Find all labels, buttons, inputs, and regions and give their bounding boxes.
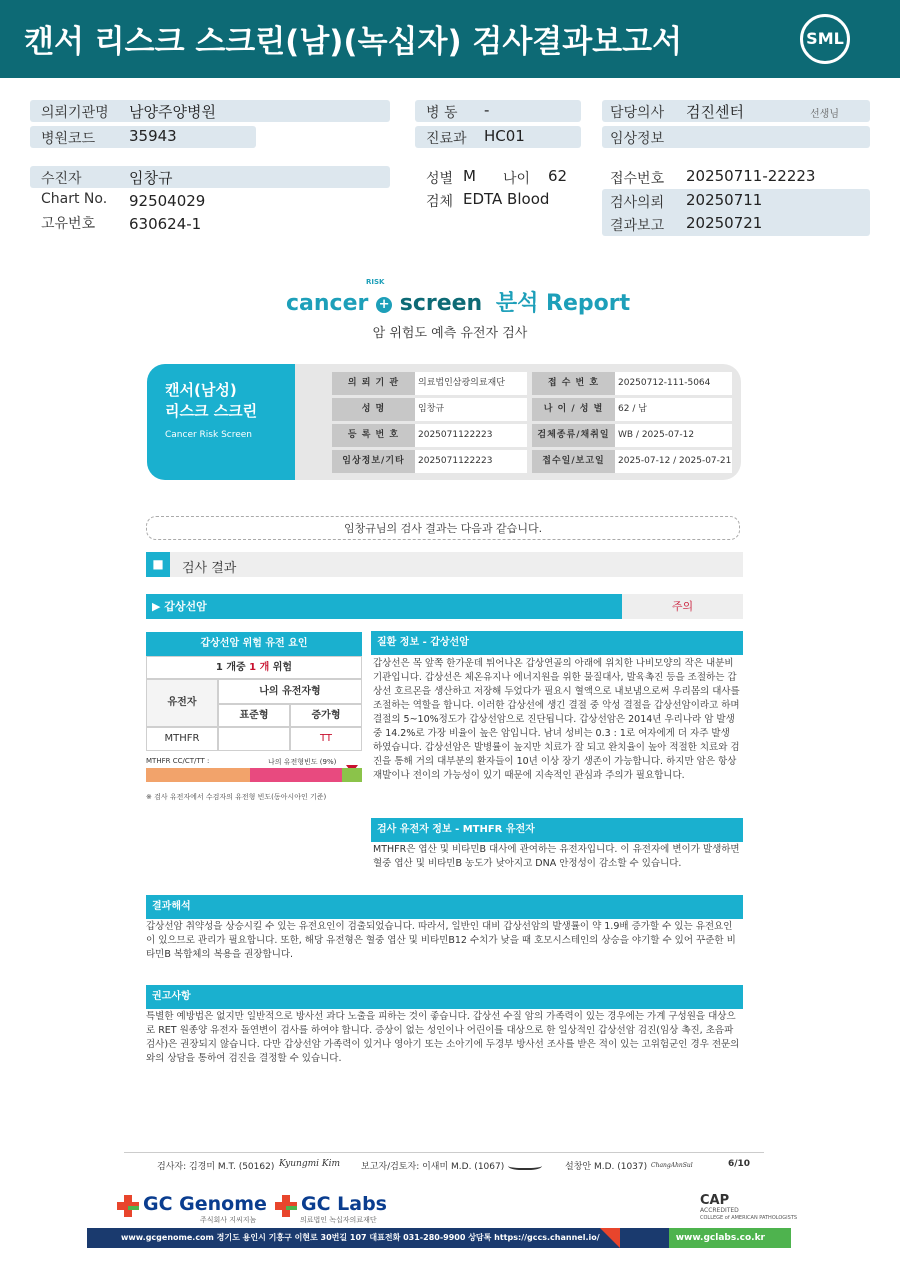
- ward-value: -: [484, 101, 490, 119]
- col-my-genotype: 나의 유전자형: [218, 679, 362, 704]
- gene-count-row: [146, 656, 362, 679]
- req-label: 검사의뢰: [610, 195, 665, 211]
- disease-info-title: 질환 정보 - 갑상선암: [371, 631, 743, 655]
- patient-value: 임창규: [129, 169, 173, 187]
- age-label: 나이: [503, 171, 531, 187]
- director-signature: ChangAhnSul: [651, 1162, 693, 1169]
- report-title: 캔서 리스크 스크린(남)(녹십자) 검사결과보고서: [24, 24, 683, 60]
- result-icon: ■: [146, 552, 170, 577]
- card-label-6: 임상정보/기타: [332, 450, 415, 473]
- tester-signature: Kyungmi Kim: [279, 1159, 340, 1169]
- specimen-value: EDTA Blood: [463, 190, 550, 208]
- doctor-suffix: 선생님: [810, 109, 839, 120]
- footer-red-accent: [600, 1228, 620, 1248]
- col-increased: 증가형: [290, 704, 362, 727]
- footer-address-bar: www.gcgenome.com 경기도 용인시 기흥구 이현로 30번길 107 대표전화 031-280-9900 상담톡 https://gccs.channel.io/: [87, 1228, 703, 1248]
- section-title: 검사 결과: [182, 561, 237, 576]
- card-value-0: 의료법인삼광의료재단: [415, 372, 527, 395]
- inst-value: 남양주양병원: [129, 103, 216, 121]
- risk-card-title-panel: [147, 364, 295, 480]
- dept-value: HC01: [484, 127, 525, 145]
- report-value: 20250721: [686, 214, 763, 232]
- chart-value: 92504029: [129, 192, 206, 210]
- card-title-en: Cancer Risk Screen: [165, 430, 253, 440]
- page-number: 6/10: [728, 1159, 751, 1169]
- interpretation-title: 결과해석: [146, 895, 743, 919]
- card-title-line2: 리스크 스크린: [165, 402, 258, 420]
- gc-labs-name: GC Labs: [301, 1193, 387, 1215]
- recv-value: 20250711-22223: [686, 167, 816, 185]
- card-title-line1: 캔서(남성): [165, 381, 237, 399]
- cap-college: COLLEGE of AMERICAN PATHOLOGISTS: [700, 1215, 798, 1221]
- recv-label: 접수번호: [610, 171, 665, 187]
- logo-word-risk: RISK: [366, 278, 385, 286]
- gc-labs-cross-icon: [275, 1195, 297, 1217]
- reporter-signature: [508, 1160, 542, 1170]
- col-gene: 유전자: [146, 679, 218, 727]
- logo-subtitle: 암 위험도 예측 유전자 검사: [372, 326, 528, 341]
- card-value-1: 20250712-111-5064: [615, 372, 732, 395]
- footer-site: www.gclabs.co.kr: [669, 1228, 791, 1248]
- age-value: 62: [548, 167, 568, 185]
- dept-label: 진료과: [426, 131, 467, 147]
- card-label-2: 성 명: [332, 398, 415, 421]
- freq-bar-tt: [342, 768, 362, 782]
- cap-accredited: ACCREDITED: [700, 1207, 739, 1214]
- freq-bar-left-label: MTHFR CC/CT/TT :: [146, 757, 210, 765]
- sex-label: 성별: [426, 171, 454, 187]
- cancer-risk-screen-logo: [286, 278, 631, 317]
- code-label: 병원코드: [41, 131, 96, 147]
- gene-info-title: 검사 유전자 정보 - MTHFR 유전자: [371, 818, 743, 842]
- clinical-label: 임상정보: [610, 131, 665, 147]
- ward-label: 병 동: [426, 105, 458, 121]
- doctor-label: 담당의사: [610, 105, 665, 121]
- gene-info-text: MTHFR은 엽산 및 비타민B 대사에 관여하는 유전자입니다. 이 유전자에 변이가 발생하면 혈중 엽산 및 비타민B 농도가 낮아지고 DNA 안정성이 감소할 수 있습니다.: [373, 844, 740, 869]
- gene-inc-value: TT: [290, 727, 362, 751]
- gene-name: MTHFR: [146, 727, 218, 751]
- col-standard: 표준형: [218, 704, 290, 727]
- card-label-3: 나 이 / 성 별: [532, 398, 615, 421]
- gc-genome-sub: 주식회사 지씨지놈: [200, 1216, 257, 1224]
- id-label: 고유번호: [41, 216, 96, 232]
- report-label: 결과보고: [610, 218, 665, 234]
- freq-bar-right-label: 나의 유전형빈도 (9%): [268, 758, 337, 766]
- interpretation-text: 갑상선암 취약성을 상승시킬 수 있는 유전요인이 검출되었습니다. 따라서, 일반인 대비 갑상선암의 발생률이 약 1.9배 증가할 수 있는 유전요인이 있으므로 관리가 필요합니다. 또한, 해당 유전형은 혈중 엽산 및 비타민B12 수치가 낮을 때 호모시스테인의 상승을 야기할 수 있어 꾸준한 비타민B 복합체의 복용을 권장합니다.: [146, 921, 736, 960]
- chart-label: Chart No.: [41, 191, 108, 207]
- gc-labs-sub: 의료법인 녹십자의료재단: [300, 1216, 377, 1224]
- doctor-value: 검진센터: [686, 103, 744, 121]
- freq-bar-cc: [146, 768, 250, 782]
- logo-word-cancer: cancer: [286, 291, 369, 316]
- tester: 검사자: 김경미 M.T. (50162): [157, 1162, 275, 1172]
- gene-std-value: [218, 727, 290, 751]
- gene-count-post: 위험: [272, 662, 293, 673]
- gene-count-num: 1 개: [249, 662, 270, 673]
- card-value-5: WB / 2025-07-12: [615, 424, 732, 447]
- gene-note: ※ 검사 유전자에서 수검자의 유전형 빈도(동아시아인 기준): [146, 793, 327, 801]
- patient-label: 수진자: [41, 171, 82, 187]
- card-label-4: 등 록 번 호: [332, 424, 415, 447]
- card-label-5: 검체종류/채취일: [532, 424, 615, 447]
- specimen-label: 검체: [426, 194, 454, 210]
- id-value: 630624-1: [129, 215, 202, 233]
- card-value-4: 2025071122223: [415, 424, 527, 447]
- req-value: 20250711: [686, 191, 763, 209]
- logo-word-report: 분석 Report: [495, 291, 631, 316]
- recommendation-title: 권고사항: [146, 985, 743, 1009]
- reporter: 보고자/검토자: 이새미 M.D. (1067): [361, 1162, 505, 1172]
- intro-box: 임창규님의 검사 결과는 다음과 같습니다.: [146, 516, 740, 540]
- disease-info-text: 갑상선은 목 앞쪽 한가운데 튀어나온 갑상연골의 아래에 위치한 나비모양의 작은 내분비기관입니다. 갑상선은 체온유지나 에너지원을 위한 물질대사, 발육촉진 등을 조절하는 갑상선 호르몬을 생산하고 저장해 두었다가 필요시 혈액으로 내보냄으로써 우리몸의 대사를 조절하는 역할을 합니다. 이러한 갑상선에 생긴 결절 중 악성 결절을 갑상선암이라고 하며 결절의 5~10%정도가 갑상선암으로 진단됩니다. 갑상선암은 2014년 우리나라 암 발생중 14.2%로 가장 비율이 높은 암입니다. 남녀 성비는 0.3 : 1로 여자에게 더 자주 발생 하였습니다. 갑상선암은 발병률이 높지만 치료가 잘 되고 완치율이 높아 적절한 치료와 검진을 통해 거의 대부분의 환자들이 10년 이상 장기 생존이 가능합니다. 하지만 암은 항상 재발이나 전이의 가능성이 있기 때문에 지속적인 관심과 주의가 필요합니다.: [373, 658, 740, 781]
- gene-table-title: 갑상선암 위험 유전 요인: [146, 632, 362, 656]
- logo-word-screen: screen: [399, 291, 483, 316]
- card-value-2: 임창규: [415, 398, 527, 421]
- inst-label: 의뢰기관명: [41, 105, 109, 121]
- category-status: 주의: [622, 594, 743, 619]
- freq-bar-ct: [250, 768, 342, 782]
- gc-genome-name: GC Genome: [143, 1193, 267, 1215]
- card-value-7: 2025-07-12 / 2025-07-21: [615, 450, 732, 473]
- gc-genome-cross-icon: [117, 1195, 139, 1217]
- signature-divider: [124, 1152, 764, 1153]
- card-label-1: 접 수 번 호: [532, 372, 615, 395]
- sml-logo: SML: [800, 14, 850, 64]
- card-label-0: 의 뢰 기 관: [332, 372, 415, 395]
- sex-value: M: [463, 167, 476, 185]
- card-value-6: 2025071122223: [415, 450, 527, 473]
- logo-plus-icon: +: [376, 297, 392, 313]
- gene-count-pre: 1 개중: [215, 662, 246, 673]
- patient-row: [30, 166, 390, 188]
- cap-logo: CAP: [700, 1193, 730, 1208]
- category-bar: ▶ 갑상선암: [146, 594, 622, 619]
- card-value-3: 62 / 남: [615, 398, 732, 421]
- director: 설창안 M.D. (1037): [565, 1162, 648, 1172]
- code-value: 35943: [129, 127, 177, 145]
- card-label-7: 접수일/보고일: [532, 450, 615, 473]
- recommendation-text: 특별한 예방법은 없지만 일반적으로 방사선 과다 노출을 피하는 것이 좋습니다. 갑상선 수질 암의 가족력이 있는 경우에는 가계 구성원을 대상으로 RET 원종양 유전자 돌연변이 검사를 하여야 합니다. 증상이 없는 성인이나 어린이를 대상으로 한 일상적인 갑상선암 검진(임상 촉진, 초음파 검사)은 권장되지 않습니다. 다만 갑상선암 가족력이 있거나 영아기 또는 소아기에 두경부 방사선 조사를 받은 적이 있는 고위험군인 경우 전문의와의 상담을 통하여 검진을 결정할 수 있습니다.: [146, 1011, 740, 1064]
